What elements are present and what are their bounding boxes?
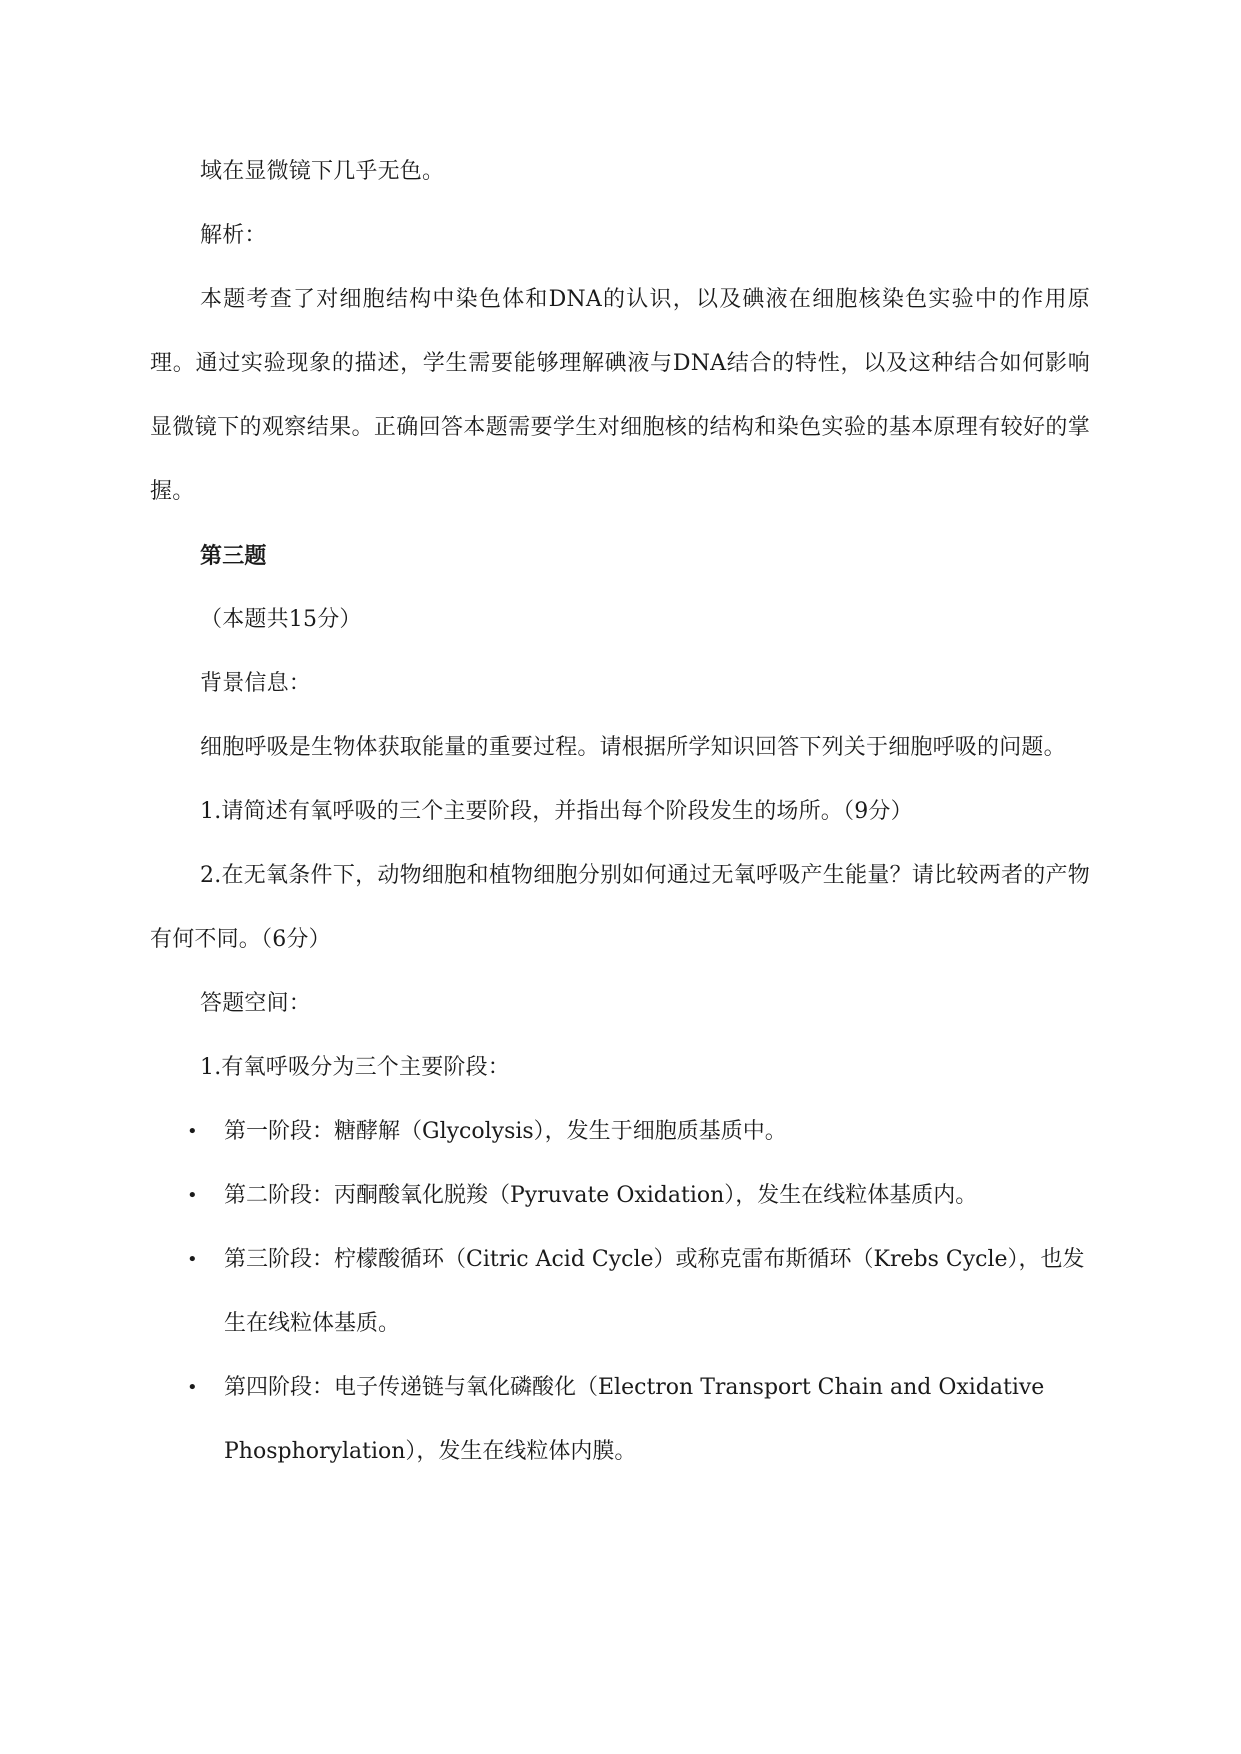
list-item: [150, 1164, 1090, 1228]
list-item: [150, 1356, 1090, 1484]
list-item-text: 第一阶段：糖酵解（Glycolysis），发生于细胞质基质中。: [224, 1119, 787, 1144]
answer-1-intro: 1.有氧呼吸分为三个主要阶段：: [200, 1055, 510, 1080]
list-item-text: 第三阶段：柠檬酸循环（Citric Acid Cycle）或称克雷布斯循环（Krebs Cycle），也发生在线粒体基质。: [224, 1247, 1085, 1336]
score-note: （本题共15分）: [200, 607, 362, 632]
bullet-icon: •: [187, 1185, 198, 1206]
analysis-label: 解析：: [200, 223, 267, 248]
question-1: 1.请简述有氧呼吸的三个主要阶段，并指出每个阶段发生的场所。（9分）: [200, 799, 913, 824]
answer-space-label: 答题空间：: [200, 991, 312, 1016]
question-2: 2.在无氧条件下，动物细胞和植物细胞分别如何通过无氧呼吸产生能量？请比较两者的产物有何不同。（6分）: [150, 863, 1090, 952]
list-item-text: 第二阶段：丙酮酸氧化脱羧（Pyruvate Oxidation），发生在线粒体基质内。: [224, 1183, 978, 1208]
background-paragraph: 细胞呼吸是生物体获取能量的重要过程。请根据所学知识回答下列关于细胞呼吸的问题。: [200, 735, 1066, 760]
bullet-icon: •: [187, 1249, 198, 1270]
list-item: [150, 1100, 1090, 1164]
list-item: [150, 1228, 1090, 1356]
list-item-text: 第四阶段：电子传递链与氧化磷酸化（Electron Transport Chain and Oxidative Phosphorylation），发生在线粒体内膜。: [224, 1375, 1045, 1464]
document-body: [150, 140, 1090, 1484]
background-label: 背景信息：: [200, 671, 312, 696]
paragraph-continuation: 域在显微镜下几乎无色。: [200, 159, 445, 184]
analysis-paragraph: 本题考查了对细胞结构中染色体和DNA的认识，以及碘液在细胞核染色实验中的作用原理。通过实验现象的描述，学生需要能够理解碘液与DNA结合的特性，以及这种结合如何影响显微镜下的观察结果。正确回答本题需要学生对细胞核的结构和染色实验的基本原理有较好的掌握。: [150, 287, 1090, 504]
section-heading: 第三题: [200, 543, 267, 569]
bullet-icon: •: [187, 1377, 198, 1398]
stage-list: [150, 1100, 1090, 1484]
bullet-icon: •: [187, 1121, 198, 1142]
